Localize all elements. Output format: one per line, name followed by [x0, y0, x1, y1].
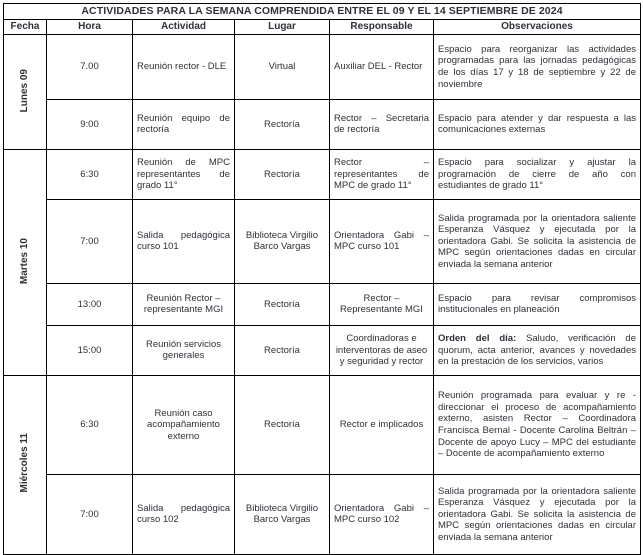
- cell-actividad: Salida pedagógica curso 102: [133, 474, 235, 554]
- cell-lugar: Rectoría: [235, 375, 330, 474]
- cell-hora: 6:30: [47, 149, 133, 199]
- column-header-observaciones: Observaciones: [434, 19, 641, 34]
- cell-observaciones: [434, 325, 641, 375]
- weekly-activities-table: [3, 3, 641, 555]
- table-row: [4, 199, 641, 283]
- table-row: [4, 283, 641, 325]
- cell-actividad: Reunión servicios generales: [133, 325, 235, 375]
- column-header-lugar: Lugar: [235, 19, 330, 34]
- cell-lugar: Rectoría: [235, 149, 330, 199]
- table-title-row: [4, 4, 641, 20]
- cell-responsable: Rector e implicados: [330, 375, 434, 474]
- table-row: [4, 474, 641, 554]
- day-label-miercoles-11: [4, 375, 47, 554]
- cell-responsable: Rector – representantes de MPC de grado 11°: [330, 149, 434, 199]
- cell-lugar: Biblioteca Virgilio Barco Vargas: [235, 474, 330, 554]
- table-title: ACTIVIDADES PARA LA SEMANA COMPRENDIDA ENTRE EL 09 Y EL 14 SEPTIEMBRE DE 2024: [4, 4, 641, 20]
- cell-observaciones: Reunión programada para evaluar y re -direccionar el proceso de acompañamiento externo, asisten Rector – Coordinadora Francisca Bernal - Docente Carolina Beltrán – Docente de apoyo Lucy – MPC del estudiante – Docente de acompañamiento externo: [434, 375, 641, 474]
- cell-observaciones: Espacio para revisar compromisos institucionales en planeación: [434, 283, 641, 325]
- cell-hora: 7:00: [47, 199, 133, 283]
- cell-hora: 7:00: [47, 474, 133, 554]
- cell-observaciones: Espacio para reorganizar las actividades programadas para las jornadas pedagógicas de los días 17 y 18 de septiembre y 22 de noviembre: [434, 34, 641, 99]
- cell-actividad: Reunión rector - DLE: [133, 34, 235, 99]
- column-header-hora: Hora: [47, 19, 133, 34]
- cell-responsable: Rector – Secretaria de rectoría: [330, 99, 434, 149]
- column-header-fecha: Fecha: [4, 19, 47, 34]
- cell-lugar: Rectoría: [235, 325, 330, 375]
- day-label-text: Miércoles 11: [18, 433, 30, 493]
- column-header-responsable: Responsable: [330, 19, 434, 34]
- column-header-actividad: Actividad: [133, 19, 235, 34]
- cell-responsable: Rector – Representante MGI: [330, 283, 434, 325]
- cell-responsable: Auxiliar DEL - Rector: [330, 34, 434, 99]
- cell-actividad: Reunión Rector – representante MGI: [133, 283, 235, 325]
- observaciones-bold-lead: Orden del día:: [438, 333, 517, 345]
- day-label-text: Martes 10: [18, 237, 30, 284]
- cell-actividad: Reunión de MPC representantes de grado 11°: [133, 149, 235, 199]
- cell-hora: 7.00: [47, 34, 133, 99]
- cell-actividad: Reunión caso acompañamiento externo: [133, 375, 235, 474]
- day-label-lunes-09: [4, 34, 47, 149]
- table-row: [4, 325, 641, 375]
- cell-hora: 15:00: [47, 325, 133, 375]
- cell-lugar: Rectoría: [235, 99, 330, 149]
- day-label-text: Lunes 09: [18, 68, 30, 112]
- observaciones-text: Saludo, verificación de quorum, acta anterior, avances y novedades en la prestación de los servicios, varios: [438, 333, 637, 368]
- table-header-row: [4, 19, 641, 34]
- cell-lugar: Rectoría: [235, 283, 330, 325]
- cell-hora: 13:00: [47, 283, 133, 325]
- cell-observaciones: Espacio para socializar y ajustar la programación de cierre de año con estudiantes de grado 11°: [434, 149, 641, 199]
- cell-hora: 6:30: [47, 375, 133, 474]
- cell-actividad: Reunión equipo de rectoría: [133, 99, 235, 149]
- table-row: [4, 34, 641, 99]
- table-row: [4, 375, 641, 474]
- cell-lugar: Virtual: [235, 34, 330, 99]
- cell-hora: 9:00: [47, 99, 133, 149]
- day-label-martes-10: [4, 149, 47, 375]
- cell-observaciones: Salida programada por la orientadora saliente Esperanza Vásquez y ejecutada por la orientadora Gabi. Se solicita la asistencia de MPC según orientaciones dadas en circular enviada la semana anterior: [434, 474, 641, 554]
- cell-lugar: Biblioteca Virgilio Barco Vargas: [235, 199, 330, 283]
- cell-observaciones: Espacio para atender y dar respuesta a las comunicaciones externas: [434, 99, 641, 149]
- cell-responsable: Orientadora Gabi – MPC curso 101: [330, 199, 434, 283]
- cell-observaciones: Salida programada por la orientadora saliente Esperanza Vásquez y ejecutada por la orientadora Gabi. Se solicita la asistencia de MPC según orientaciones dadas en circular enviada la semana anterior: [434, 199, 641, 283]
- cell-responsable: Coordinadoras e interventoras de aseo y seguridad y rector: [330, 325, 434, 375]
- table-row: [4, 99, 641, 149]
- cell-actividad: Salida pedagógica curso 101: [133, 199, 235, 283]
- table-row: [4, 149, 641, 199]
- cell-responsable: Orientadora Gabi – MPC curso 102: [330, 474, 434, 554]
